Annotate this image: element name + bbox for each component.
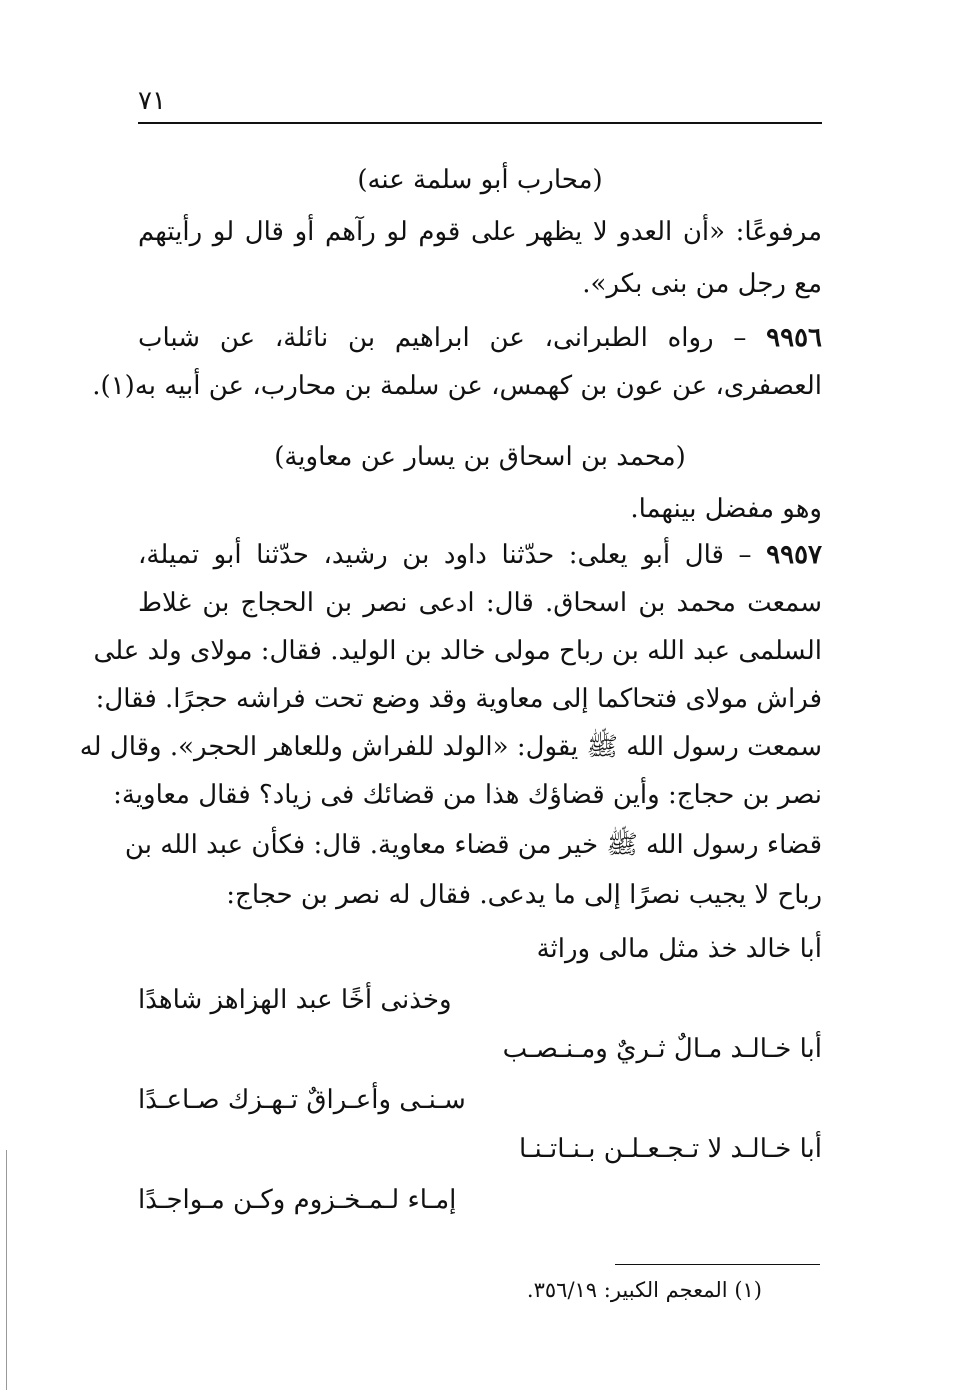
poem-second-hemistich: سـنـى وأعـراقٌ تـهـزك صـاعـدًا	[138, 1085, 466, 1115]
text-line: مع رجل من بنى بكر».	[582, 269, 822, 299]
poem-first-hemistich: أبا خـالـد لا تـجـعـلـن بـنـاتـنـا	[519, 1134, 822, 1164]
text-line: سمعت محمد بن اسحاق. قال: ادعى نصر بن الحجاج بن غلاط	[138, 588, 822, 618]
text-line: رباح لا يجيب نصرًا إلى ما يدعى. فقال له نصر بن حجاج:	[226, 880, 822, 910]
text-line: السلمى عبد الله بن رباح مولى خالد بن الوليد. فقال: مولاى ولد على	[93, 636, 822, 666]
text-line: سمعت رسول الله ﷺ يقول: «الولد للفراش وللعاهر الحجر». وقال له	[79, 732, 822, 762]
section-heading: (محارب أبو سلمة عنه)	[357, 165, 603, 195]
hadith-text: – قال أبو يعلى: حدّثنا داود بن رشيد، حدّثنا أبو تميلة،	[138, 540, 752, 570]
footnote: (١) المعجم الكبير: ٣٥٦/١٩.	[526, 1278, 762, 1302]
poem-first-hemistich: أبا خالد خذ مثل مالى وراثة	[536, 934, 822, 964]
header-rule	[138, 122, 822, 124]
footnote-rule	[615, 1264, 820, 1265]
poem-first-hemistich: أبا خـالـد مـالٌ ثـريٌ ومـنـصـب	[502, 1034, 822, 1064]
text-line: وهو مفضل بينهما.	[630, 494, 822, 524]
hadith-line	[138, 535, 822, 575]
section-heading: (محمد بن اسحاق بن يسار عن معاوية)	[274, 442, 686, 472]
text-line: العصفرى، عن عون بن كهمس، عن سلمة بن محارب، عن أبيه به(١).	[92, 371, 822, 401]
poem-second-hemistich: إمـاء لـمـخـزوم وكـن مـواجـدًا	[138, 1185, 457, 1215]
text-line: نصر بن حجاج: وأين قضاؤك هذا من قضائك فى زياد؟ فقال معاوية:	[113, 780, 822, 810]
page-number: ٧١	[138, 86, 166, 116]
hadith-number: ٩٩٥٦	[766, 323, 823, 353]
text-line: مرفوعًا: «أن العدو لا يظهر على قوم لو رآهم أو قال لو رأيتهم	[138, 217, 822, 247]
text-line: فراش مولاى فتحاكما إلى معاوية وقد وضع تحت فراشه حجرًا. فقال:	[95, 684, 822, 714]
text-line: قضاء رسول الله ﷺ خير من قضاء معاوية. قال: فكأن عبد الله بن	[124, 830, 822, 860]
hadith-line	[138, 318, 822, 358]
poem-second-hemistich: وخذنى أخًا عبد الهزاهز شاهدًا	[138, 985, 452, 1015]
hadith-number: ٩٩٥٧	[766, 540, 822, 570]
hadith-text: – رواه الطبرانى، عن ابراهيم بن نائلة، عن شباب	[138, 323, 747, 353]
scan-margin-line	[6, 1150, 7, 1390]
